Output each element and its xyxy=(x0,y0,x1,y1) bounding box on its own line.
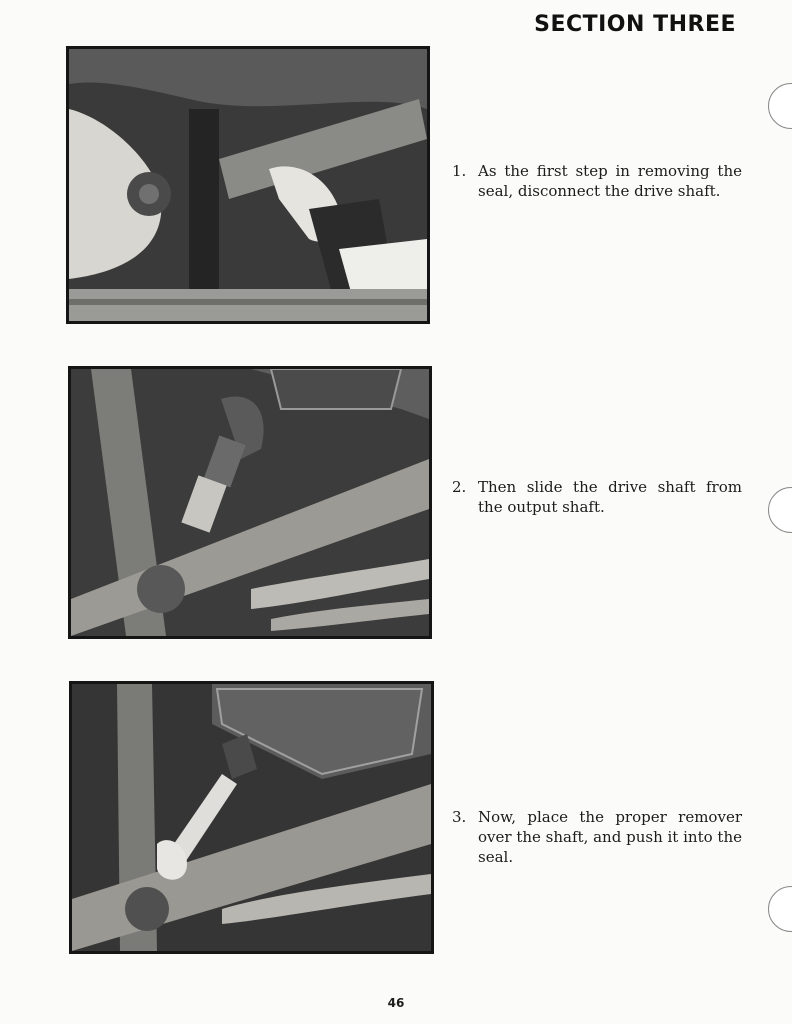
step-1 xyxy=(452,161,742,201)
binder-hole-middle xyxy=(768,487,792,533)
photo-place-remover xyxy=(69,681,434,954)
photo-slide-drive-shaft xyxy=(68,366,432,639)
page-number: 46 xyxy=(387,996,405,1010)
step-2-number: 2. xyxy=(452,478,467,496)
step-2-text: Then slide the drive shaft from the output shaft. xyxy=(478,478,742,516)
photo-disconnect-drive-shaft xyxy=(66,46,430,324)
binder-hole-bottom xyxy=(768,886,792,932)
binder-hole-top xyxy=(768,83,792,129)
section-title: SECTION THREE xyxy=(534,12,736,37)
step-3-text: Now, place the proper remover over the shaft, and push it into the seal. xyxy=(478,808,742,866)
step-1-text: As the first step in removing the seal, disconnect the drive shaft. xyxy=(478,162,742,200)
step-1-number: 1. xyxy=(452,162,467,180)
step-3-number: 3. xyxy=(452,808,467,826)
step-3 xyxy=(452,807,742,867)
step-2 xyxy=(452,477,742,517)
